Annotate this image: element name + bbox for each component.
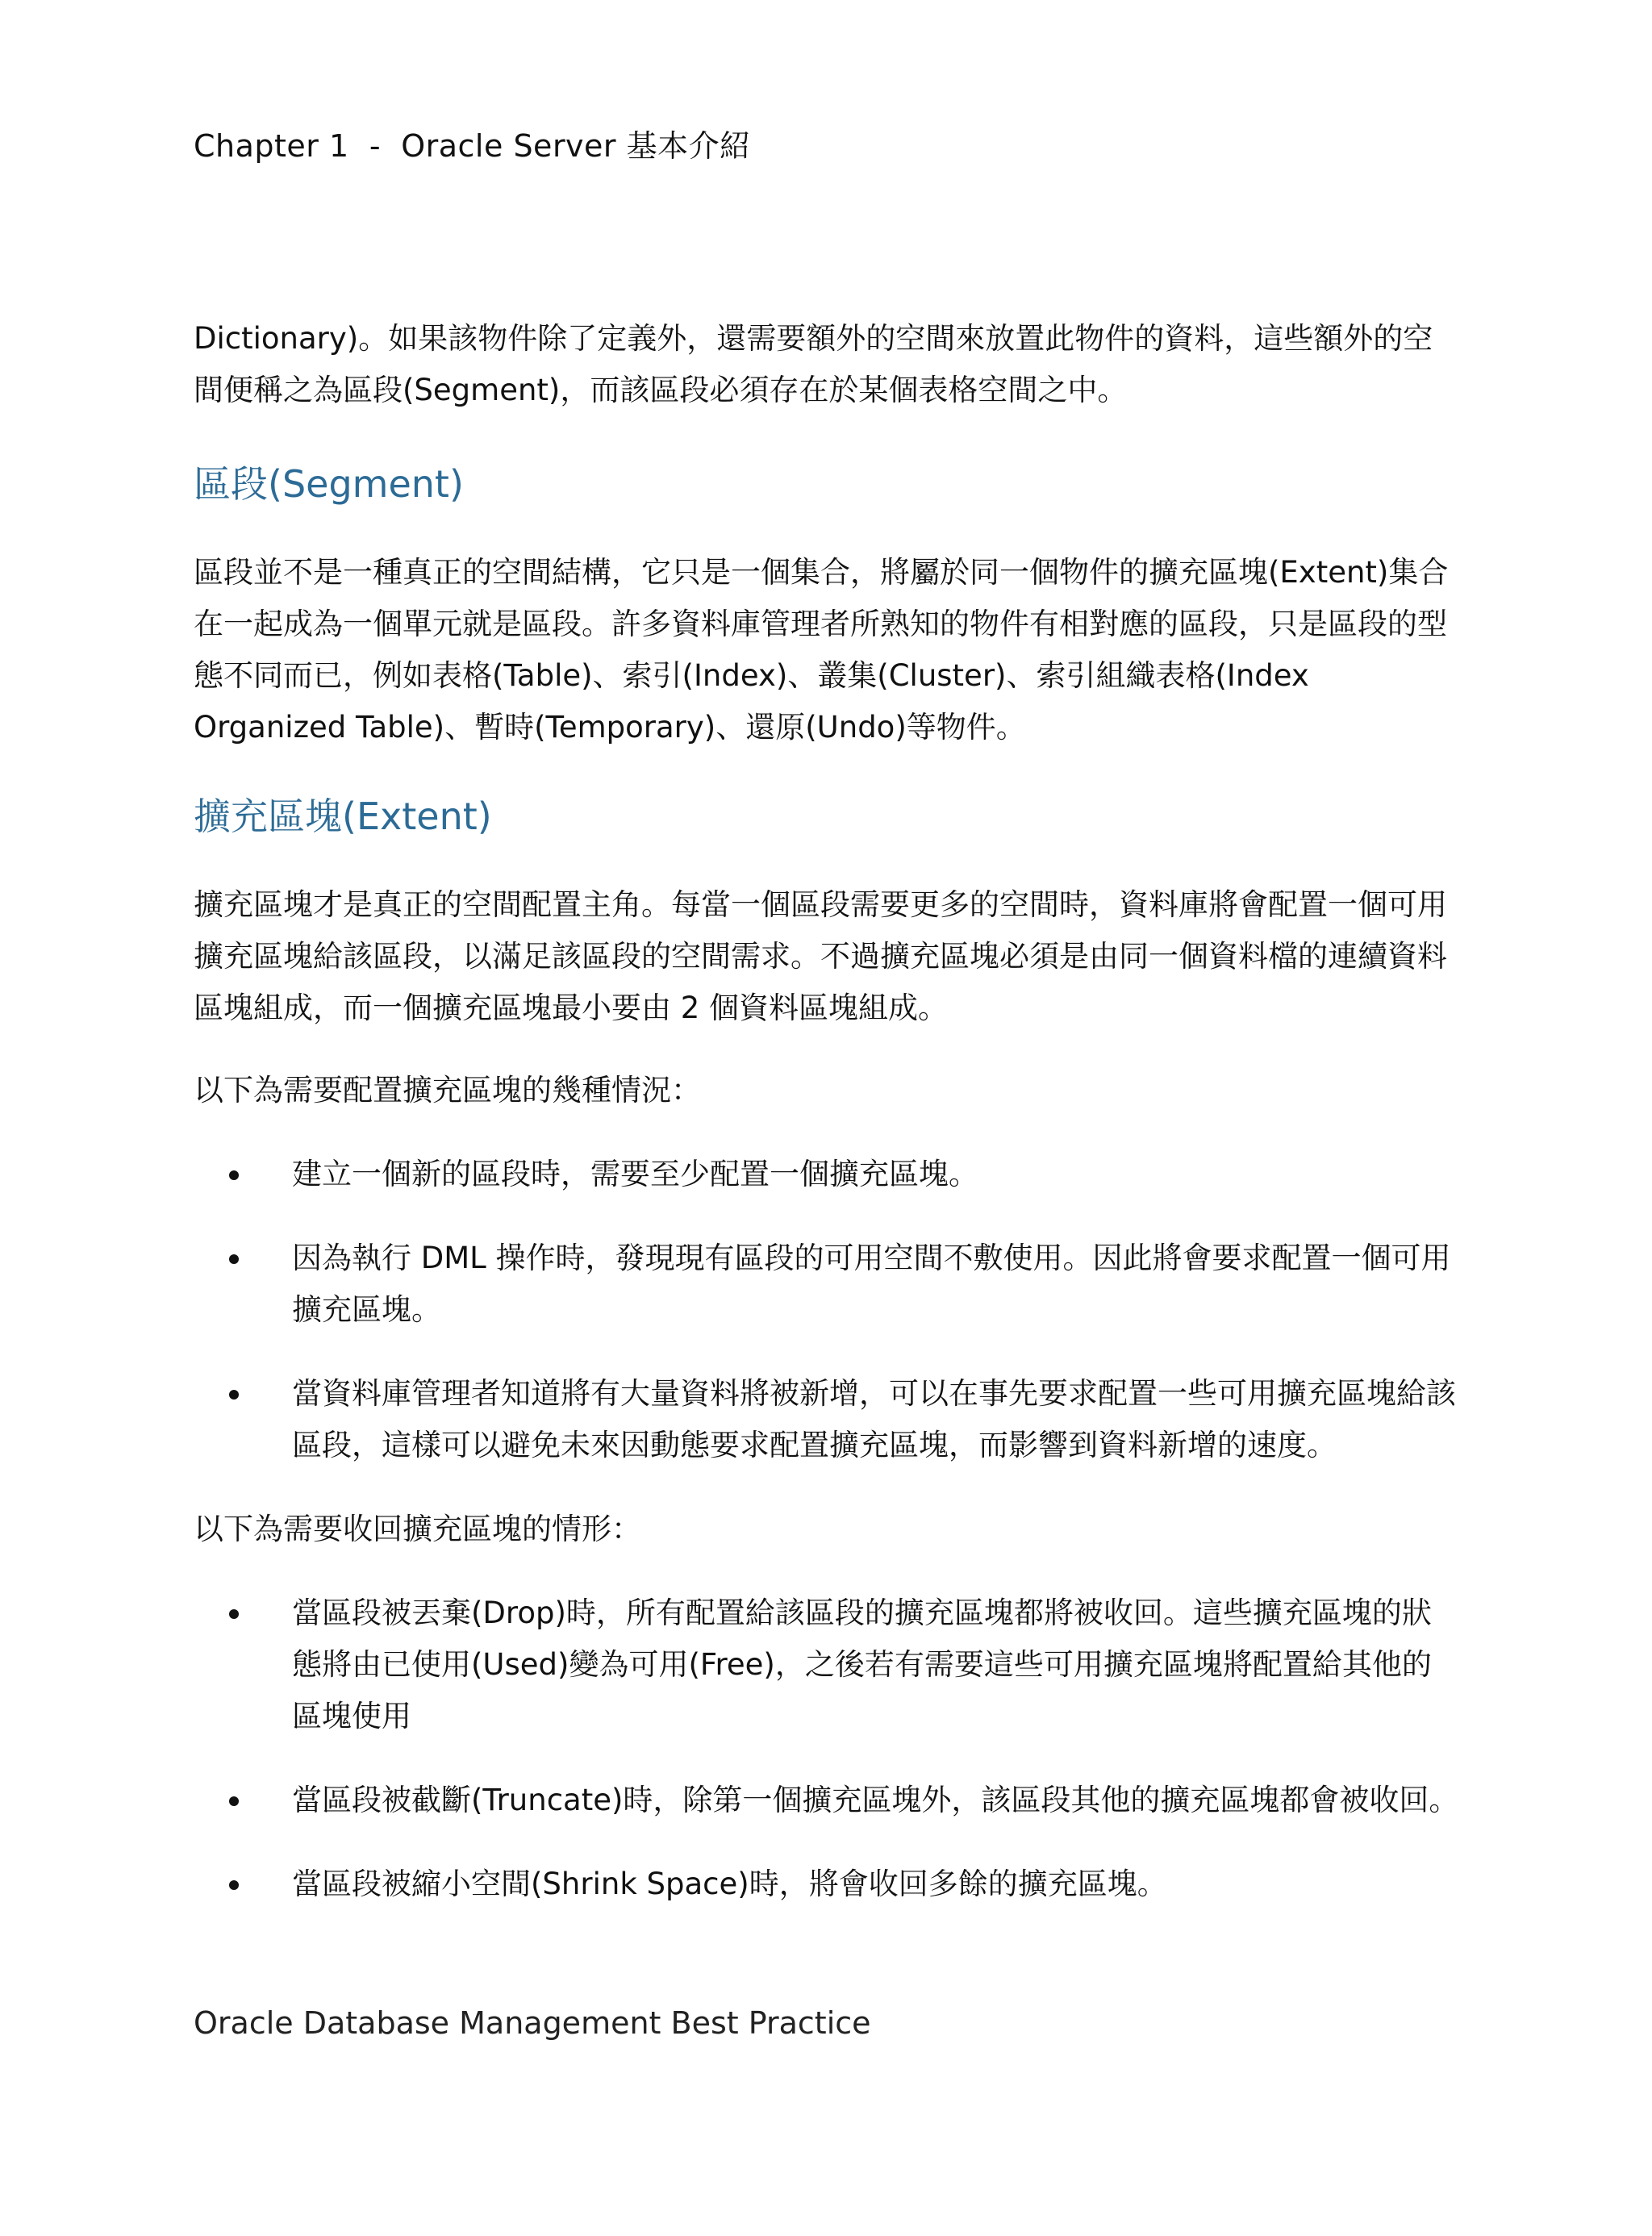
list-item-text: 建立一個新的區段時，需要至少配置一個擴充區塊。 xyxy=(292,1157,978,1191)
list-item-text: 當區段被縮小空間(Shrink Space)時，將會收回多餘的擴充區塊。 xyxy=(292,1867,1167,1901)
bullet-icon xyxy=(229,1880,239,1890)
reclaim-list xyxy=(194,1587,1460,1910)
extent-paragraph: 擴充區塊才是真正的空間配置主角。每當一個區段需要更多的空間時，資料庫將會配置一個可用擴充區塊給該區段，以滿足該區段的空間需求。不過擴充區塊必須是由同一個資料檔的連續資料區塊組成，而一個擴充區塊最小要由 2 個資料區塊組成。 xyxy=(194,887,1447,1025)
segment-paragraph: 區段並不是一種真正的空間結構，它只是一個集合，將屬於同一個物件的擴充區塊(Extent)集合在一起成為一個單元就是區段。許多資料庫管理者所熟知的物件有相對應的區段，只是區段的型態不同而已，例如表格(Table)、索引(Index)、叢集(Cluster)、索引組織表格(Index Organized Table)、暫時(Temporary)、還原(Undo)等物件。 xyxy=(194,555,1449,745)
allocate-lead: 以下為需要配置擴充區塊的幾種情況： xyxy=(194,1073,701,1108)
list-item xyxy=(194,1587,1460,1742)
extent-heading: 擴充區塊(Extent) xyxy=(194,795,492,838)
running-footer: Oracle Database Management Best Practice xyxy=(194,2005,871,2041)
list-item-text: 當資料庫管理者知道將有大量資料將被新增，可以在事先要求配置一些可用擴充區塊給該區段，這樣可以避免未來因動態要求配置擴充區塊，而影響到資料新增的速度。 xyxy=(292,1376,1456,1462)
bullet-icon xyxy=(229,1796,239,1806)
list-item xyxy=(194,1368,1460,1471)
list-item xyxy=(194,1858,1460,1910)
list-item-text: 當區段被丟棄(Drop)時，所有配置給該區段的擴充區塊都將被收回。這些擴充區塊的狀態將由已使用(Used)變為可用(Free)，之後若有需要這些可用擴充區塊將配置給其他的區塊使用 xyxy=(292,1596,1432,1733)
bullet-icon xyxy=(229,1170,239,1180)
list-item xyxy=(194,1775,1460,1826)
list-item-text: 當區段被截斷(Truncate)時，除第一個擴充區塊外，該區段其他的擴充區塊都會被收回。 xyxy=(292,1783,1459,1817)
segment-heading: 區段(Segment) xyxy=(194,462,464,506)
bullet-icon xyxy=(229,1254,239,1264)
running-header: Chapter 1 - Oracle Server 基本介紹 xyxy=(194,128,751,164)
list-item-text: 因為執行 DML 操作時，發現現有區段的可用空間不敷使用。因此將會要求配置一個可用擴充區塊。 xyxy=(292,1241,1451,1327)
allocate-list xyxy=(194,1149,1460,1471)
list-item xyxy=(194,1149,1460,1200)
intro-paragraph: Dictionary)。如果該物件除了定義外，還需要額外的空間來放置此物件的資料，這些額外的空間便稱之為區段(Segment)，而該區段必須存在於某個表格空間之中。 xyxy=(194,321,1433,407)
bullet-icon xyxy=(229,1609,239,1619)
list-item xyxy=(194,1233,1460,1336)
reclaim-lead: 以下為需要收回擴充區塊的情形： xyxy=(194,1512,641,1546)
bullet-icon xyxy=(229,1390,239,1400)
page-body xyxy=(194,313,1460,1942)
